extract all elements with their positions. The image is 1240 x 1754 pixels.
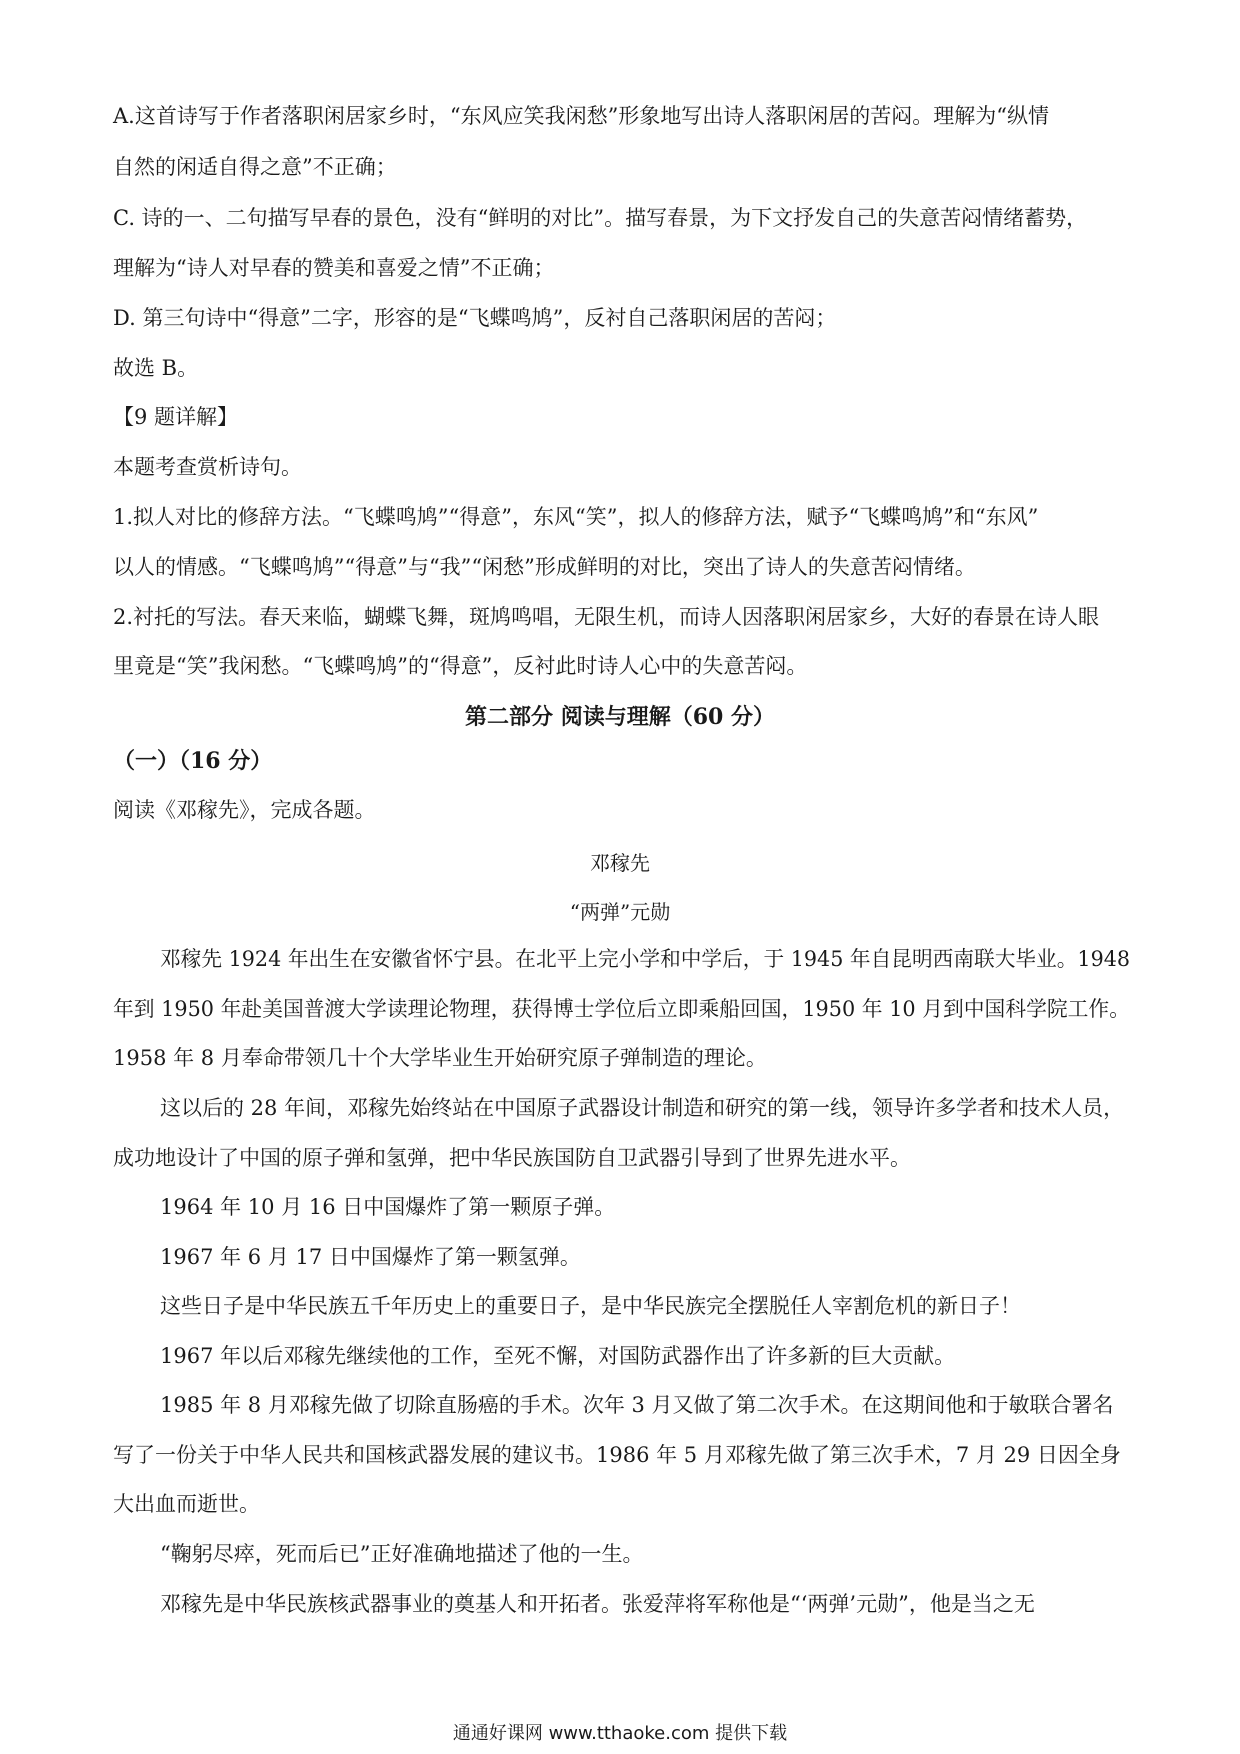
part2-heading: 第二部分 阅读与理解（60 分） [465,704,775,730]
article-title: 邓稼先 [590,851,650,875]
article-line: 1964 年 10 月 16 日中国爆炸了第一颗原子弹。 [160,1195,616,1219]
answer-note-a-line2: 自然的闲适自得之意”不正确； [113,155,397,179]
answer-note-c-line1: C. 诗的一、二句描写早春的景色，没有“鲜明的对比”。描写春景，为下文抒发自己的失意苦闷情绪蓄势， [113,206,1088,230]
article-line: 这以后的 28 年间，邓稼先始终站在中国原子武器设计制造和研究的第一线，领导许多学者和技术人员， [160,1096,1125,1120]
article-line: “鞠躬尽瘁，死而后已”正好准确地描述了他的一生。 [160,1542,644,1566]
q9-heading: 【9 题详解】 [113,405,239,429]
section1-heading: （一）（16 分） [113,748,273,774]
article-subtitle: “两弹”元勋 [569,900,671,924]
article-line: 成功地设计了中国的原子弹和氢弹，把中华民族国防自卫武器引导到了世界先进水平。 [113,1146,911,1170]
answer-note-c-line2: 理解为“诗人对早春的赞美和喜爱之情”不正确； [113,256,555,280]
article-line: 年到 1950 年赴美国普渡大学读理论物理，获得博士学位后立即乘船回国，1950 年 10 月到中国科学院工作。 [113,997,1130,1021]
q9-point1-line2: 以人的情感。“飞蝶鸣鸠”“得意”与“我”“闲愁”形成鲜明的对比，突出了诗人的失意苦闷情绪。 [113,555,976,579]
answer-note-d-line1: D. 第三句诗中“得意”二字，形容的是“飞蝶鸣鸠”，反衬自己落职闲居的苦闷； [113,306,837,330]
article-line: 写了一份关于中华人民共和国核武器发展的建议书。1986 年 5 月邓稼先做了第三次手术，7 月 29 日因全身 [113,1443,1121,1467]
reading-instruction: 阅读《邓稼先》，完成各题。 [113,798,376,822]
q9-intro: 本题考查赏析诗句。 [113,455,302,479]
article-line: 邓稼先 1924 年出生在安徽省怀宁县。在北平上完小学和中学后，于 1945 年自昆明西南联大毕业。1948 [160,947,1131,971]
article-line: 这些日子是中华民族五千年历史上的重要日子，是中华民族完全摆脱任人宰割危机的新日子！ [160,1294,1021,1318]
q9-point1-line1: 1.拟人对比的修辞方法。“飞蝶鸣鸠”“得意”，东风“笑”，拟人的修辞方法，赋予“飞蝶鸣鸠”和“东风” [113,505,1039,529]
article-line: 邓稼先是中华民族核武器事业的奠基人和开拓者。张爱萍将军称他是“‘两弹’元勋”，他是当之无 [160,1592,1035,1616]
page-footer: 通通好课网 www.tthaoke.com 提供下载 [452,1723,788,1744]
article-line: 1985 年 8 月邓稼先做了切除直肠癌的手术。次年 3 月又做了第二次手术。在这期间他和于敏联合署名 [160,1393,1114,1417]
answer-conclusion: 故选 B。 [113,356,199,380]
q9-point2-line1: 2.衬托的写法。春天来临，蝴蝶飞舞，斑鸠鸣唱，无限生机，而诗人因落职闲居家乡，大好的春景在诗人眼 [113,605,1100,629]
article-line: 1958 年 8 月奉命带领几十个大学毕业生开始研究原子弹制造的理论。 [113,1046,767,1070]
article-line: 大出血而逝世。 [113,1492,260,1516]
article-line: 1967 年以后邓稼先继续他的工作，至死不懈，对国防武器作出了许多新的巨大贡献。 [160,1344,956,1368]
article-line: 1967 年 6 月 17 日中国爆炸了第一颗氢弹。 [160,1245,581,1269]
q9-point2-line2: 里竟是“笑”我闲愁。“飞蝶鸣鸠”的“得意”，反衬此时诗人心中的失意苦闷。 [113,654,808,678]
answer-note-a-line1: A.这首诗写于作者落职闲居家乡时，“东风应笑我闲愁”形象地写出诗人落职闲居的苦闷。理解为“纵情 [113,104,1050,128]
